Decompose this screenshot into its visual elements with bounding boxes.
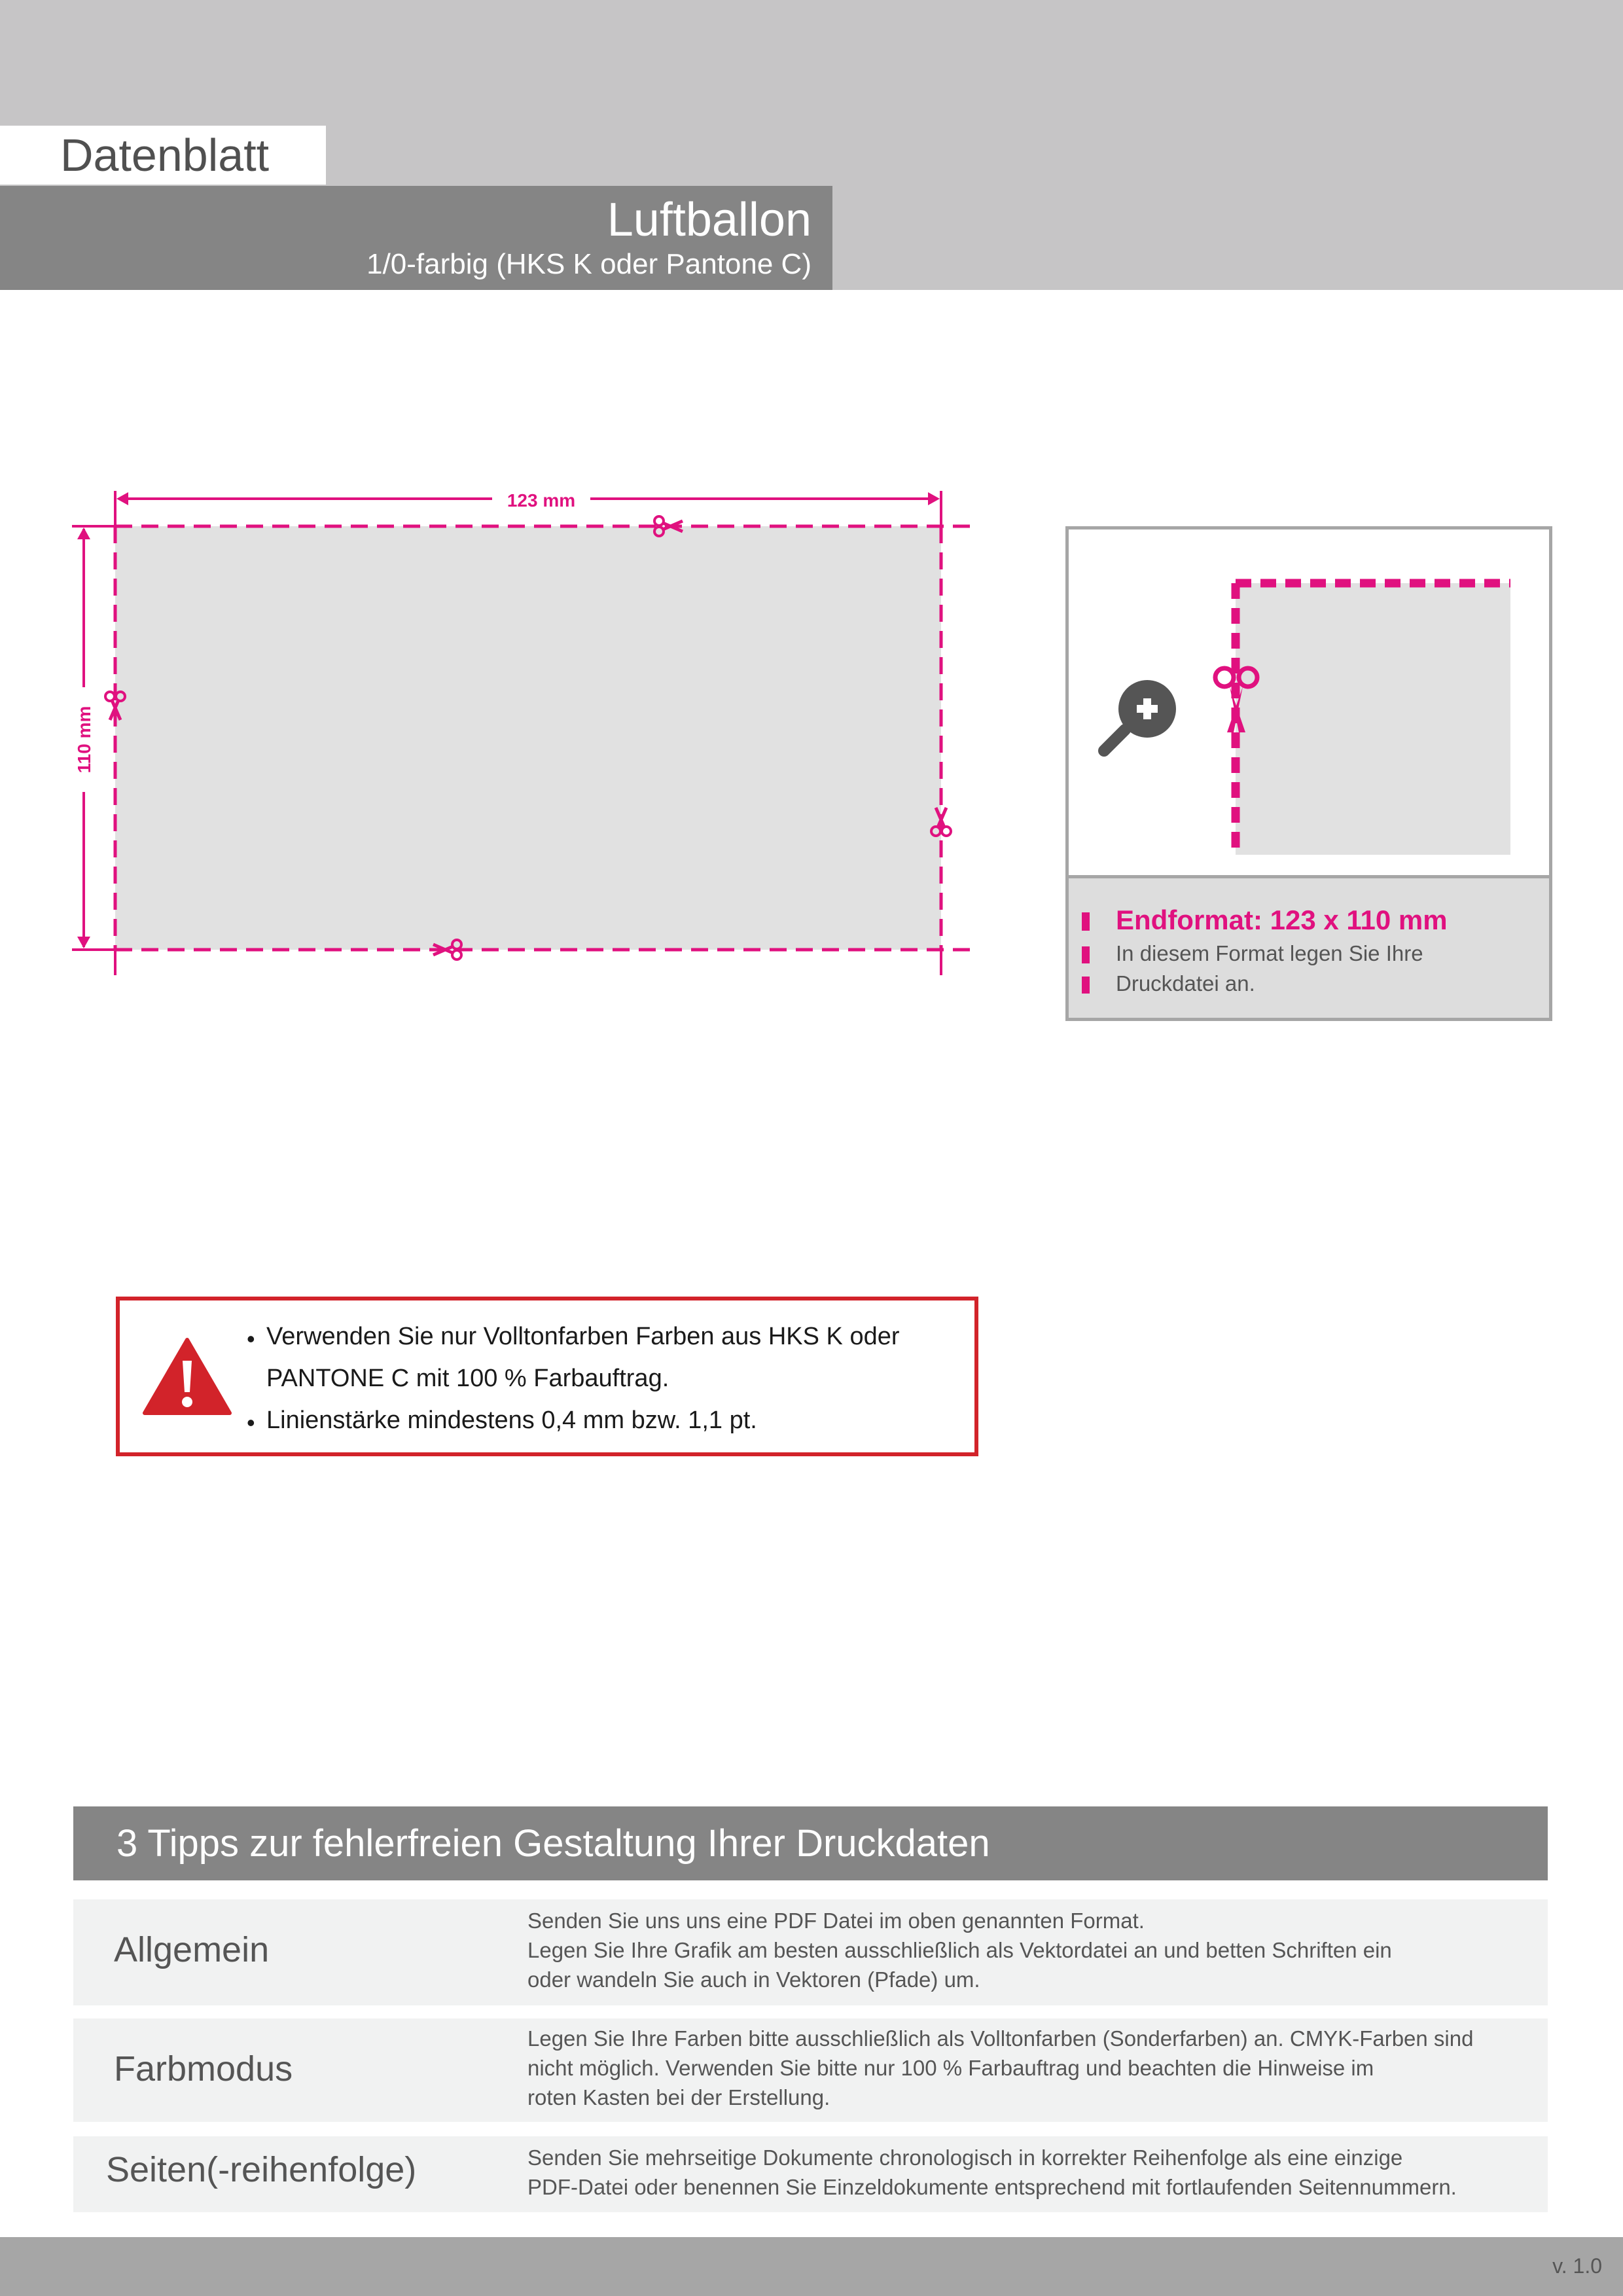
- zoom-in-icon: [1104, 680, 1176, 751]
- tip-label: Farbmodus: [114, 2049, 293, 2089]
- tip-text-line: oder wandeln Sie auch in Vektoren (Pfade) um.: [527, 1967, 980, 1992]
- tip-row: [73, 2136, 1548, 2212]
- tip-text-line: PDF-Datei oder benennen Sie Einzeldokumente entsprechend mit fortlaufenden Seitennummern.: [527, 2175, 1457, 2199]
- accent-bar: [1082, 977, 1090, 994]
- bullet: •: [247, 1409, 255, 1436]
- product-subtitle: 1/0-farbig (HKS K oder Pantone C): [366, 248, 812, 280]
- format-diagram: [0, 452, 1021, 1204]
- height-label: 110 mm: [74, 706, 94, 774]
- warning-text-line: Linienstärke mindestens 0,4 mm bzw. 1,1 pt.: [266, 1407, 757, 1434]
- tip-label: Seiten(-reihenfolge): [106, 2150, 417, 2189]
- tip-text-line: Legen Sie Ihre Farben bitte ausschließlich als Volltonfarben (Sonderfarben) an. CMYK-Farben sind: [527, 2026, 1474, 2051]
- warning-text-line: PANTONE C mit 100 % Farbauftrag.: [266, 1365, 669, 1392]
- document-type-label: Datenblatt: [0, 126, 326, 185]
- tip-text-line: Legen Sie Ihre Grafik am besten ausschließlich als Vektordatei an und betten Schriften ein: [527, 1938, 1392, 1962]
- tip-text-line: nicht möglich. Verwenden Sie bitte nur 100 % Farbauftrag und beachten die Hinweise im: [527, 2056, 1374, 2080]
- accent-bar: [1082, 912, 1090, 931]
- end-format-info: [1069, 878, 1549, 1018]
- width-label: 123 mm: [507, 490, 576, 511]
- format-corner: [1236, 583, 1510, 855]
- warning-box: [116, 1297, 978, 1456]
- height-dimension: [74, 528, 94, 948]
- tip-row: [73, 1899, 1548, 2005]
- format-area: [115, 526, 941, 950]
- width-dimension: [116, 490, 940, 511]
- end-format-text-line: Druckdatei an.: [1116, 971, 1255, 996]
- product-title: Luftballon: [607, 194, 812, 246]
- zoom-detail-graphic: [1069, 529, 1549, 875]
- accent-bar: [1082, 946, 1090, 963]
- tips-header: 3 Tipps zur fehlerfreien Gestaltung Ihrer Druckdaten: [73, 1806, 1548, 1880]
- tip-text-line: Senden Sie mehrseitige Dokumente chronologisch in korrekter Reihenfolge als eine einzige: [527, 2145, 1403, 2170]
- tip-text-line: Senden Sie uns uns eine PDF Datei im oben genannten Format.: [527, 1909, 1145, 1933]
- version-label: v. 1.0: [1552, 2254, 1602, 2278]
- warning-icon: [142, 1337, 232, 1417]
- tip-row: [73, 2018, 1548, 2122]
- zoom-detail-box: [1065, 526, 1552, 1021]
- tip-text-line: roten Kasten bei der Erstellung.: [527, 2085, 830, 2109]
- title-block: [0, 186, 832, 290]
- bullet: •: [247, 1325, 255, 1352]
- footer-band: [0, 2237, 1623, 2296]
- tip-label: Allgemein: [114, 1930, 270, 1969]
- warning-text-line: Verwenden Sie nur Volltonfarben Farben aus HKS K oder: [266, 1323, 900, 1350]
- end-format-title: Endformat: 123 x 110 mm: [1116, 905, 1448, 935]
- end-format-text-line: In diesem Format legen Sie Ihre: [1116, 941, 1423, 965]
